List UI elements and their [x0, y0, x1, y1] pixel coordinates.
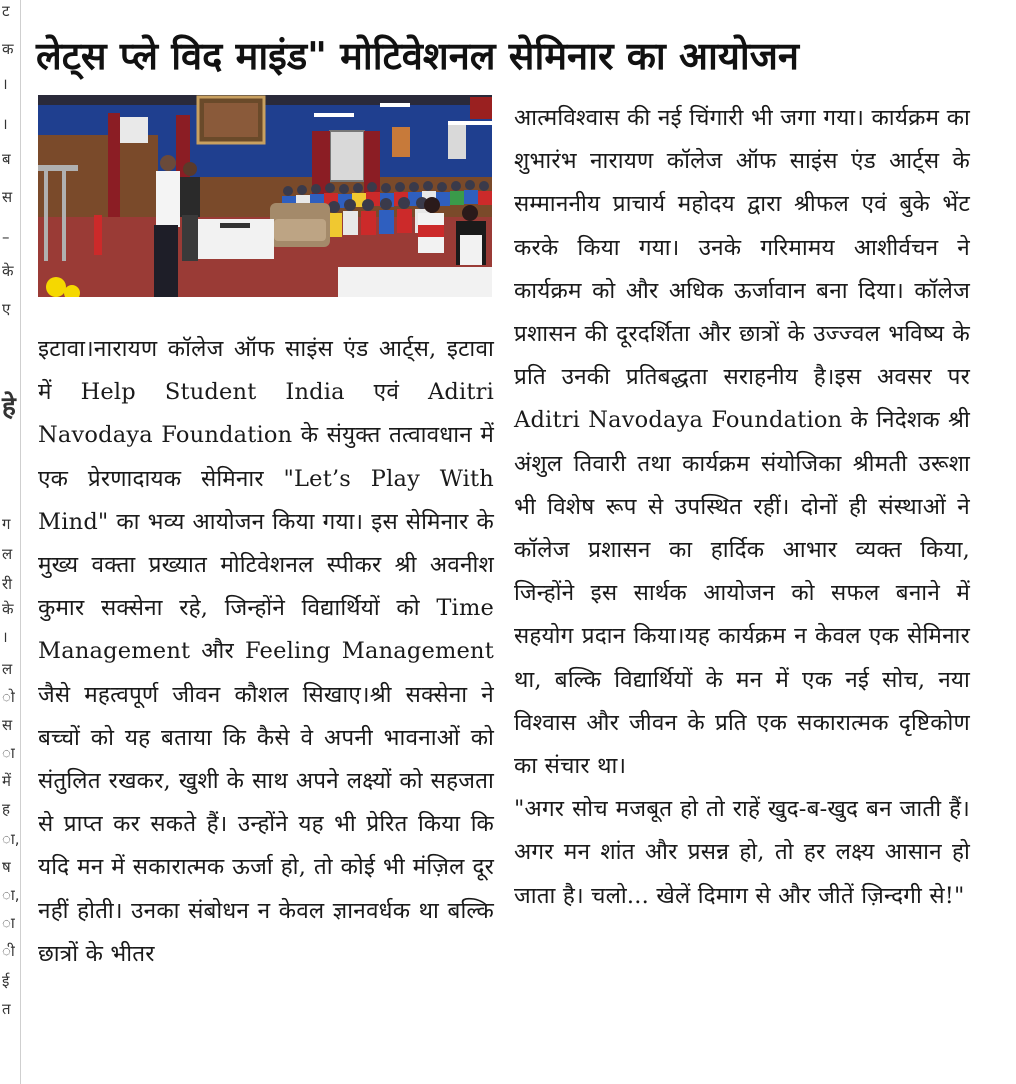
article-paragraph: आत्मविश्वास की नई चिंगारी भी जगा गया। कार्यक्रम का शुभारंभ नारायण कॉलेज ऑफ साइंस एंड आर्ट्स के सम्माननीय प्राचार्य महोदय द्वारा श्रीफल एवं बुके भेंट करके किया गया। उनके गरिमामय आशीर्वचन ने कार्यक्रम को और अधिक ऊर्जावान बना दिया। कॉलेज प्रशासन की दूरदर्शिता और छात्रों के उज्ज्वल भविष्य के प्रति उनकी प्रतिबद्धता सराहनीय है।इस अवसर पर Aditri Navodaya Foundation के निदेशक श्री अंशुल तिवारी तथा कार्यक्रम संयोजिका श्रीमती उरूशा भी विशेष रूप से उपस्थित रहीं। दोनों ही संस्थाओं ने कॉलेज प्रशासन का हार्दिक आभार व्यक्त किया, जिन्होंने इस सार्थक आयोजन को सफल बनाने में सहयोग प्रदान किया।यह कार्यक्रम न केवल एक सेमिनार था, बल्कि विद्यार्थियों के मन में एक नई सोच, नया विश्वास और जीवन के प्रति एक सकारात्मक दृष्टिकोण का संचार था।: [514, 105, 970, 780]
edge-fragment: ब: [2, 150, 11, 168]
edge-fragment: ा,: [2, 830, 20, 848]
adjacent-column-fragment: [0, 0, 21, 1084]
edge-fragment: हे: [2, 392, 16, 422]
edge-fragment: ग: [2, 515, 11, 533]
article-left-column: [38, 328, 494, 976]
edge-fragment: ा: [2, 744, 15, 762]
edge-fragment: के: [2, 262, 14, 280]
edge-fragment: स: [2, 188, 13, 206]
edge-fragment: री: [2, 575, 13, 593]
edge-fragment: ल: [2, 660, 13, 678]
edge-fragment: –: [2, 228, 10, 246]
edge-fragment: ।: [2, 115, 8, 133]
edge-fragment: ट: [2, 2, 10, 20]
edge-fragment: ।: [2, 75, 8, 93]
edge-fragment: ो: [2, 688, 15, 706]
seminar-photo: [38, 95, 492, 297]
edge-fragment: ।: [2, 628, 8, 646]
edge-fragment: ष: [2, 858, 11, 876]
edge-fragment: त: [2, 1000, 11, 1018]
edge-fragment: ल: [2, 545, 13, 563]
edge-fragment: ी: [2, 942, 15, 960]
edge-fragment: ए: [2, 300, 11, 318]
edge-fragment: ह: [2, 800, 10, 818]
article-paragraph: इटावा।नारायण कॉलेज ऑफ साइंस एंड आर्ट्स, इटावा में Help Student India एवं Aditri Navodaya Foundation के संयुक्त तत्वावधान में एक प्रेरणादायक सेमिनार "Let’s Play With Mind" का भव्य आयोजन किया गया। इस सेमिनार के मुख्य वक्ता प्रख्यात मोटिवेशनल स्पीकर श्री अवनीश कुमार सक्सेना रहे, जिन्होंने विद्यार्थियों को Time Management और Feeling Management जैसे महत्वपूर्ण जीवन कौशल सिखाए।श्री सक्सेना ने बच्चों को यह बताया कि कैसे वे अपनी भावनाओं को संतुलित रखकर, खुशी के साथ अपने लक्ष्यों को सहजता से प्राप्त कर सकते हैं। उन्होंने यह भी प्रेरित किया कि यदि मन में सकारात्मक ऊर्जा हो, तो कोई भी मंज़िल दूर नहीं होती। उनका संबोधन न केवल ज्ञानवर्धक था बल्कि छात्रों के भीतर: [38, 336, 494, 967]
seminar-photo-illustration: [38, 95, 492, 297]
edge-fragment: ा,: [2, 886, 20, 904]
article-headline: लेट्स प्ले विद माइंड" मोटिवेशनल सेमिनार का आयोजन: [36, 34, 800, 78]
edge-fragment: क: [2, 40, 14, 58]
article-right-column: [514, 97, 970, 918]
edge-fragment: स: [2, 716, 13, 734]
edge-fragment: ई: [2, 972, 10, 990]
edge-fragment: में: [2, 772, 11, 790]
edge-fragment: ा: [2, 914, 15, 932]
article-quote: "अगर सोच मजबूत हो तो राहें खुद-ब-खुद बन जाती हैं। अगर मन शांत और प्रसन्न हो, तो हर लक्ष्य आसान हो जाता है। चलो... खेलें दिमाग से और जीतें ज़िन्दगी से!": [514, 796, 970, 909]
edge-fragment: के: [2, 600, 14, 618]
